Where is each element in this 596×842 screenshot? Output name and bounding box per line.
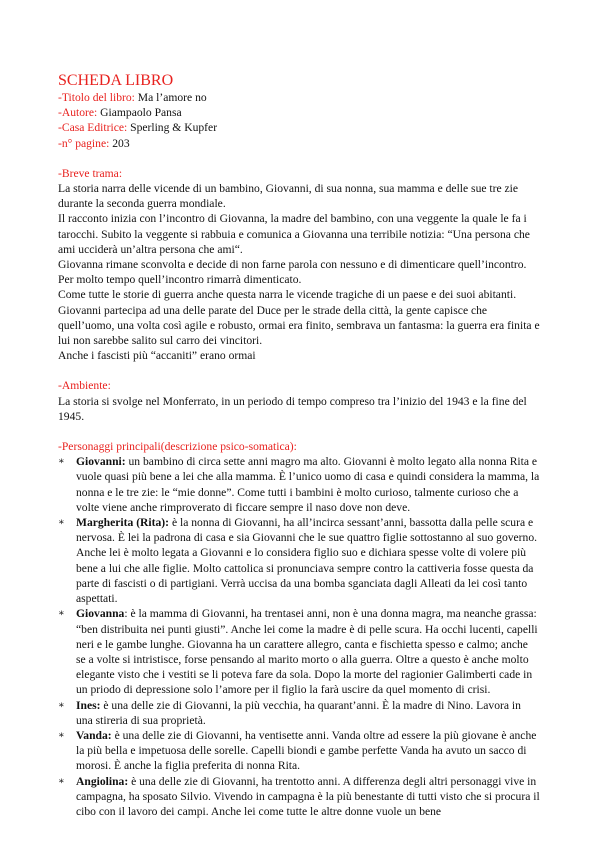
character-name: Vanda: bbox=[76, 728, 112, 742]
field-value: Giampaolo Pansa bbox=[97, 106, 182, 120]
trama-paragraph: Il racconto inizia con l’incontro di Giovanna, la madre del bambino, con una veggente la quale le fa i tarocchi. Subito la veggente si rabbuia e comunica a Giovanna una terribile notizia: “Una persona che ami ucciderà un’altra persona che ami“. bbox=[58, 212, 530, 256]
character-description: è una delle zie di Giovanni, la più vecchia, ha quarant’anni. È la madre di Nino. Lavora in una stireria di sua proprietà. bbox=[76, 698, 521, 727]
page-title: SCHEDA LIBRO bbox=[58, 72, 174, 89]
field-label: -n° pagine: bbox=[58, 136, 110, 150]
field-label: -Casa Editrice: bbox=[58, 121, 128, 135]
character-description: : è la mamma di Giovanni, ha trentasei anni, non è una donna magra, ma neanche grassa: “ben distribuita nei punti giusti”. Anche lei come la madre è di pelle scura. Ha occhi lucenti, capelli neri e le gambe lunghe. Giovanna ha un carattere allegro, canta e fischietta spesso e calmo; anche se a volte si intristisce, forse pensando al marito morto o alla guerra. Oltre a questo è anche molto elegante visto che i vestiti se li poteva fare da sola. Dopo la morte del ragionier Galimberti cade in un priodo di depressione solo l’amore per il figlio la farà uscire da quel momento di crisi. bbox=[76, 607, 538, 697]
bullet-icon: ∗ bbox=[58, 517, 65, 529]
bullet-icon: ∗ bbox=[58, 729, 65, 741]
character-name: Ines: bbox=[76, 698, 101, 712]
character-name: Margherita (Rita): bbox=[76, 516, 170, 530]
character-name: Giovanna bbox=[76, 607, 125, 621]
character-name: Angiolina: bbox=[76, 774, 129, 788]
trama-paragraph: Giovanna rimane sconvolta e decide di non farne parola con nessuno e di dimenticare quell’incontro. Per molto tempo quell’incontro rimarrà dimenticato. bbox=[58, 258, 527, 287]
field-value: Sperling & Kupfer bbox=[127, 121, 218, 135]
character-name: Giovanni: bbox=[76, 455, 126, 469]
section-heading-personaggi: -Personaggi principali(descrizione psico-somatica): bbox=[58, 440, 297, 454]
section-heading-trama: -Breve trama: bbox=[58, 166, 123, 180]
list-item bbox=[58, 698, 540, 728]
trama-paragraph: La storia narra delle vicende di un bambino, Giovanni, di sua nonna, sua mamma e delle sue tre zie durante la seconda guerra mondiale. bbox=[58, 182, 519, 211]
field-publisher bbox=[58, 120, 540, 135]
trama-paragraph: Anche i fascisti più “accaniti” erano ormai bbox=[58, 349, 256, 363]
bullet-icon: ∗ bbox=[58, 608, 65, 620]
character-description: un bambino di circa sette anni magro ma alto. Giovanni è molto legato alla nonna Rita e vuole quasi più bene a lei che alla mamma. È l’unico uomo di casa e quindi considera la mamma, la nonna e le tre zie: le “mie donne”. Come tutti i bambini è molto curioso, talmente curioso che a volte viene anche rimproverato di ficcare sempre il naso dove non deve. bbox=[76, 455, 540, 514]
field-pages bbox=[58, 136, 540, 151]
field-label: -Titolo del libro: bbox=[58, 91, 135, 104]
bullet-icon: ∗ bbox=[58, 456, 65, 468]
field-value: 203 bbox=[109, 136, 130, 150]
list-item bbox=[58, 515, 540, 606]
field-value: Ma l’amore no bbox=[134, 91, 207, 104]
list-item bbox=[58, 454, 540, 515]
section-heading-ambiente: -Ambiente: bbox=[58, 379, 111, 393]
character-description: è una delle zie di Giovanni, ha ventisette anni. Vanda oltre ad essere la più giovane è anche la più bella e impetuosa delle sorelle. Capelli biondi e gambe perfette Vanda ha avuto un sacco di morosi. È anche la figlia preferita di nonna Rita. bbox=[76, 728, 537, 773]
document-content bbox=[58, 72, 540, 819]
character-description: è la nonna di Giovanni, ha all’incirca sessant’anni, bassotta dalla pelle scura e nervosa. È lei la padrona di casa e sia Giovanni che le sue quattro figlie sottostanno al suo governo. Anche lei è molto legata a Giovanni e lo considera figlio suo e dichiara spesse volte di volere più bene a lui che alle figlie. Molto cattolica si pronunciava sempre contro la cattiveria fosse questa da parte di fascisti o di partigiani. Verrà uccisa da una bomba sganciata dagli Alleati da lei così tanto aspettati. bbox=[76, 516, 538, 606]
field-title bbox=[58, 90, 540, 105]
list-item bbox=[58, 728, 540, 774]
bullet-icon: ∗ bbox=[58, 699, 65, 711]
list-item bbox=[58, 606, 540, 697]
trama-paragraph: Come tutte le storie di guerra anche questa narra le vicende tragiche di un paese e dei suoi abitanti. Giovanni partecipa ad una delle parate del Duce per le strade della città, la gente capisce che quell’uomo, una volta così agile e robusto, ormai era finito, sembrava un fantasma: la guerra era finita e lui non sarebbe salito sul carro dei vincitori. bbox=[58, 288, 540, 348]
character-list bbox=[58, 454, 540, 819]
field-label: -Autore: bbox=[58, 106, 98, 120]
character-description: è una delle zie di Giovanni, ha trentotto anni. A differenza degli altri personaggi vive in campagna, ha sposato Silvio. Vivendo in campagna è la più benestante di tutti visto che si procura il cibo con il lavoro dei campi. Anche lei come tutte le altre donne vuole un bene bbox=[76, 774, 540, 818]
bullet-icon: ∗ bbox=[58, 775, 65, 787]
list-item bbox=[58, 774, 540, 820]
field-author bbox=[58, 105, 540, 120]
ambiente-text: La storia si svolge nel Monferrato, in un periodo di tempo compreso tra l’inizio del 1943 e la fine del 1945. bbox=[58, 394, 527, 423]
